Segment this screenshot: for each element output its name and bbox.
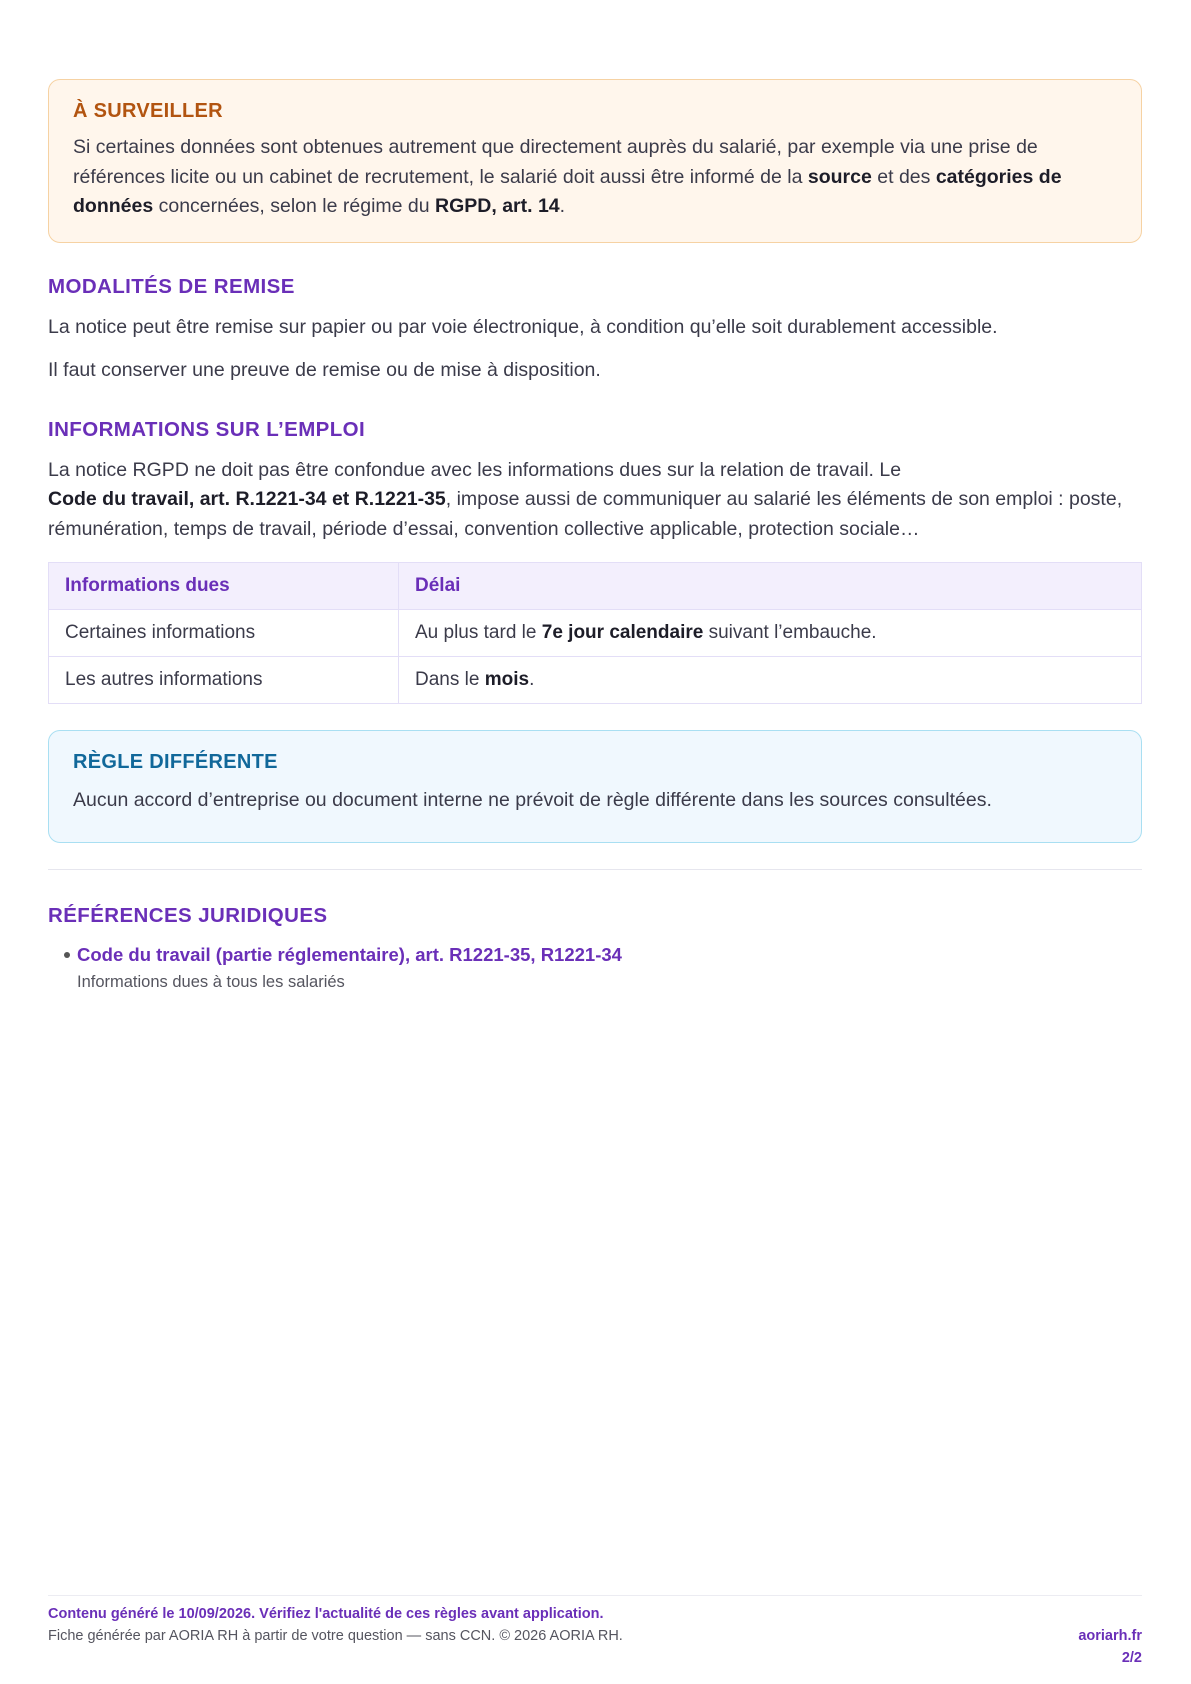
modalites-paragraph-1: La notice peut être remise sur papier ou par voie électronique, à condition qu’elle soit durablement accessible. <box>48 315 998 338</box>
warning-callout <box>48 79 1142 243</box>
warning-bold-rgpd: RGPD, art. 14 <box>435 195 560 217</box>
list-item <box>64 942 1142 994</box>
reference-title[interactable]: Code du travail (partie réglementaire), art. R1221-35, R1221-34 <box>77 943 622 965</box>
reference-subtitle: Informations dues à tous les salariés <box>77 972 345 991</box>
emploi-paragraph <box>48 456 1142 545</box>
warning-bold-source: source <box>807 165 872 188</box>
table-cell-info: Les autres informations <box>49 657 399 704</box>
footer-generated-notice: Contenu généré le 10/09/2026. Vérifiez l'actualité de ces règles avant application. <box>48 1606 604 1622</box>
delai-text: Au plus tard le <box>415 622 542 643</box>
references-heading: RÉFÉRENCES JURIDIQUES <box>48 903 328 927</box>
table-row <box>49 657 1142 704</box>
delai-bold: 7e jour calendaire <box>541 622 704 643</box>
regle-callout <box>48 730 1142 843</box>
emploi-text-part: , impose aussi de communiquer au salarié les éléments de son emploi : poste, rémunération, temps de travail, période d’essai, convention collective applicable, protection sociale… <box>48 488 1123 540</box>
delai-text: . <box>529 669 535 690</box>
delai-bold: mois <box>484 669 530 690</box>
table-header-row <box>49 563 1142 610</box>
emploi-bold-code: Code du travail, art. R.1221-34 et R.1221-35 <box>48 488 446 510</box>
table-header-delai: Délai <box>399 563 1142 610</box>
table-cell-delai <box>399 610 1142 657</box>
warning-text <box>73 133 1117 222</box>
delai-text: Dans le <box>415 669 485 690</box>
section-divider <box>48 869 1142 870</box>
table-header-informations: Informations dues <box>49 563 399 610</box>
warning-text-part: et des <box>871 165 936 188</box>
warning-title: À SURVEILLER <box>73 100 223 122</box>
emploi-heading: INFORMATIONS SUR L’EMPLOI <box>48 417 366 441</box>
warning-text-part: Si certaines données sont obtenues autrement que directement auprès du salarié, par exemple via une prise de références licite ou un cabinet de recrutement, le salarié doit aussi être informé de la <box>73 136 1038 188</box>
warning-text-part: concernées, selon le régime du <box>153 195 436 217</box>
regle-text: Aucun accord d’entreprise ou document interne ne prévoit de règle différente dans les sources consultées. <box>73 789 992 811</box>
delai-text: suivant l’embauche. <box>703 622 877 643</box>
references-list <box>48 942 1142 994</box>
table-row <box>49 610 1142 657</box>
modalites-heading: MODALITÉS DE REMISE <box>48 274 295 298</box>
table-cell-delai <box>399 657 1142 704</box>
footer-site-link[interactable]: aoriarh.fr <box>1078 1628 1142 1644</box>
modalites-paragraph-2: Il faut conserver une preuve de remise ou de mise à disposition. <box>48 359 601 381</box>
regle-title: RÈGLE DIFFÉRENTE <box>73 751 278 773</box>
footer-note: Fiche générée par AORIA RH à partir de votre question — sans CCN. © 2026 AORIA RH. <box>48 1628 623 1644</box>
warning-text-part: . <box>559 195 566 217</box>
warning-bold-categories: catégories de données <box>73 165 1062 217</box>
footer-page-number: 2/2 <box>1121 1650 1142 1666</box>
table-cell-info: Certaines informations <box>49 610 399 657</box>
page-footer <box>48 1595 1142 1666</box>
informations-table <box>48 562 1142 704</box>
emploi-text-part: La notice RGPD ne doit pas être confondue avec les informations dues sur la relation de travail. Le <box>48 458 902 481</box>
document-page <box>48 79 1142 994</box>
